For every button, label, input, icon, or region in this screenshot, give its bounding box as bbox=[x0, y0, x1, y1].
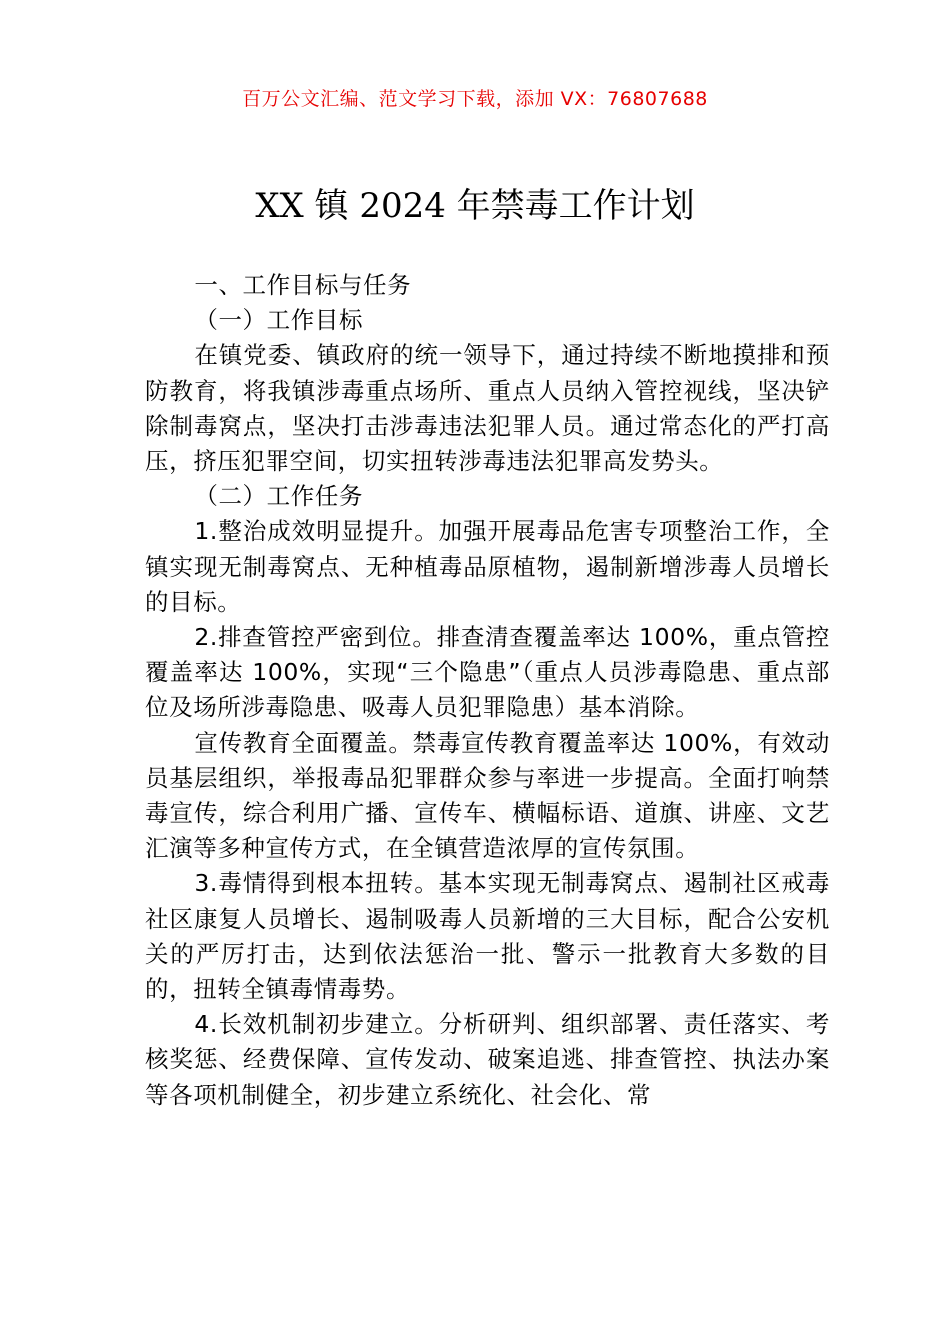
paragraph-publicity: 宣传教育全面覆盖。禁毒宣传教育覆盖率达 100%，有效动员基层组织，举报毒品犯罪群众参与率进一步提高。全面打响禁毒宣传，综合利用广播、宣传车、横幅标语、道旗、讲座、文艺汇演等多种宣传方式，在全镇营造浓厚的宣传氛围。 bbox=[145, 728, 830, 863]
subsection-heading-tasks: （二）工作任务 bbox=[194, 482, 364, 511]
paragraph-task-1: 1.整治成效明显提升。加强开展毒品危害专项整治工作，全镇实现无制毒窝点、无种植毒品原植物，遏制新增涉毒人员增长的目标。 bbox=[145, 517, 830, 616]
section-heading-1: 一、工作目标与任务 bbox=[194, 271, 412, 299]
watermark-banner: 百万公文汇编、范文学习下载，添加 VX：76807688 bbox=[242, 88, 708, 110]
subsection-heading-goals: （一）工作目标 bbox=[194, 306, 364, 335]
document-title: XX 镇 2024 年禁毒工作计划 bbox=[255, 186, 695, 226]
document-body bbox=[145, 268, 830, 1113]
paragraph-task-3: 3.毒情得到根本扭转。基本实现无制毒窝点、遏制社区戒毒社区康复人员增长、遏制吸毒人员新增的三大目标，配合公安机关的严厉打击，达到依法惩治一批、警示一批教育大多数的目的，扭转全镇毒情毒势。 bbox=[145, 869, 830, 1004]
paragraph-task-2: 2.排查管控严密到位。排查清查覆盖率达 100%，重点管控覆盖率达 100%，实现“三个隐患”（重点人员涉毒隐患、重点部位及场所涉毒隐患、吸毒人员犯罪隐患）基本消除。 bbox=[145, 623, 830, 722]
paragraph-task-4: 4.长效机制初步建立。分析研判、组织部署、责任落实、考核奖惩、经费保障、宣传发动、破案追逃、排查管控、执法办案等各项机制健全，初步建立系统化、社会化、常 bbox=[145, 1010, 830, 1109]
paragraph-goals: 在镇党委、镇政府的统一领导下，通过持续不断地摸排和预防教育，将我镇涉毒重点场所、重点人员纳入管控视线，坚决铲除制毒窝点，坚决打击涉毒违法犯罪人员。通过常态化的严打高压，挤压犯罪空间，切实扭转涉毒违法犯罪高发势头。 bbox=[145, 341, 830, 476]
